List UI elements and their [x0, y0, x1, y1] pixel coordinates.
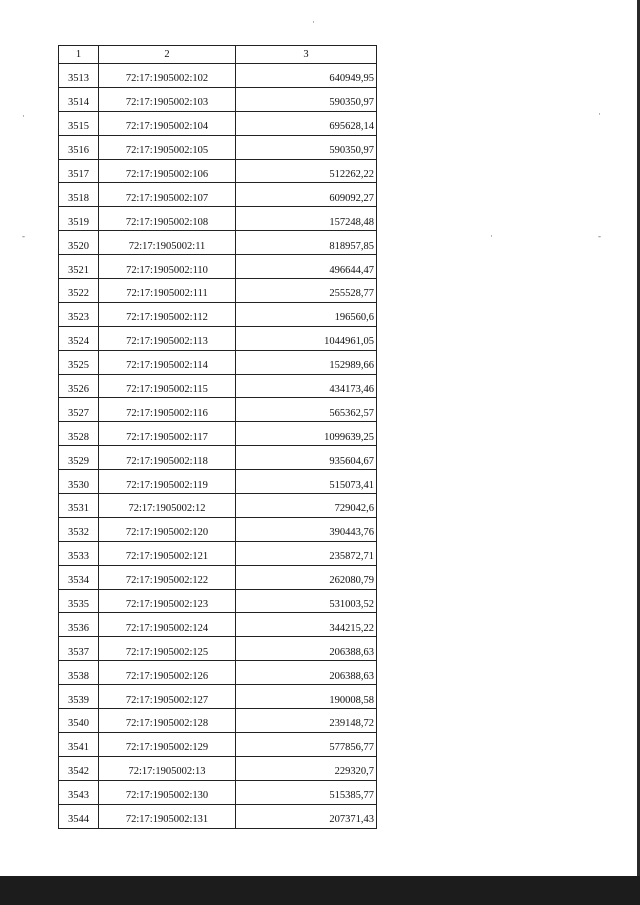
- cadastral-number: 72:17:1905002:110: [99, 255, 236, 279]
- row-number: 3533: [59, 541, 99, 565]
- cadastral-value: 190008,58: [236, 685, 377, 709]
- table-row: [59, 446, 377, 470]
- row-number: 3518: [59, 183, 99, 207]
- cadastral-number: 72:17:1905002:106: [99, 159, 236, 183]
- table-row: [59, 685, 377, 709]
- cadastral-value: 1099639,25: [236, 422, 377, 446]
- table-row: [59, 207, 377, 231]
- table-body: [59, 64, 377, 829]
- cadastral-number: 72:17:1905002:13: [99, 756, 236, 780]
- cadastral-number: 72:17:1905002:11: [99, 231, 236, 255]
- scan-speck: -: [22, 231, 25, 241]
- row-number: 3522: [59, 279, 99, 303]
- cadastral-value: 390443,76: [236, 517, 377, 541]
- table-row: [59, 709, 377, 733]
- cadastral-number: 72:17:1905002:113: [99, 326, 236, 350]
- row-number: 3513: [59, 64, 99, 88]
- cadastral-number: 72:17:1905002:12: [99, 494, 236, 518]
- row-number: 3537: [59, 637, 99, 661]
- row-number: 3541: [59, 732, 99, 756]
- scan-speck: ·: [490, 231, 493, 241]
- cadastral-value: 262080,79: [236, 565, 377, 589]
- row-number: 3539: [59, 685, 99, 709]
- row-number: 3524: [59, 326, 99, 350]
- table-row: [59, 565, 377, 589]
- column-header: 2: [99, 46, 236, 64]
- cadastral-value: 565362,57: [236, 398, 377, 422]
- row-number: 3532: [59, 517, 99, 541]
- cadastral-value: 235872,71: [236, 541, 377, 565]
- table-row: [59, 135, 377, 159]
- table-row: [59, 64, 377, 88]
- row-number: 3543: [59, 780, 99, 804]
- row-number: 3520: [59, 231, 99, 255]
- row-number: 3528: [59, 422, 99, 446]
- table-row: [59, 517, 377, 541]
- cadastral-value: 640949,95: [236, 64, 377, 88]
- row-number: 3531: [59, 494, 99, 518]
- cadastral-number: 72:17:1905002:114: [99, 350, 236, 374]
- row-number: 3521: [59, 255, 99, 279]
- row-number: 3535: [59, 589, 99, 613]
- column-header: 1: [59, 46, 99, 64]
- cadastral-number: 72:17:1905002:123: [99, 589, 236, 613]
- table-row: [59, 159, 377, 183]
- row-number: 3536: [59, 613, 99, 637]
- table-row: [59, 374, 377, 398]
- table-row: [59, 422, 377, 446]
- cadastral-value: 515073,41: [236, 470, 377, 494]
- table-row: [59, 350, 377, 374]
- row-number: 3544: [59, 804, 99, 828]
- cadastral-number: 72:17:1905002:102: [99, 64, 236, 88]
- row-number: 3538: [59, 661, 99, 685]
- table-row: [59, 111, 377, 135]
- cadastral-number: 72:17:1905002:117: [99, 422, 236, 446]
- cadastral-value-table: [58, 45, 377, 829]
- cadastral-value: 207371,43: [236, 804, 377, 828]
- scan-edge-bottom: [0, 876, 640, 905]
- table-row: [59, 87, 377, 111]
- scan-speck: -: [598, 231, 601, 241]
- table-row: [59, 589, 377, 613]
- cadastral-value: 206388,63: [236, 637, 377, 661]
- table-row: [59, 279, 377, 303]
- cadastral-value: 512262,22: [236, 159, 377, 183]
- row-number: 3525: [59, 350, 99, 374]
- cadastral-number: 72:17:1905002:129: [99, 732, 236, 756]
- cadastral-number: 72:17:1905002:126: [99, 661, 236, 685]
- table-row: [59, 398, 377, 422]
- cadastral-number: 72:17:1905002:111: [99, 279, 236, 303]
- cadastral-value: 590350,97: [236, 135, 377, 159]
- table-row: [59, 470, 377, 494]
- table-header-row: [59, 46, 377, 64]
- cadastral-number: 72:17:1905002:119: [99, 470, 236, 494]
- row-number: 3534: [59, 565, 99, 589]
- cadastral-number: 72:17:1905002:112: [99, 302, 236, 326]
- cadastral-value: 695628,14: [236, 111, 377, 135]
- cadastral-value: 344215,22: [236, 613, 377, 637]
- cadastral-value: 609092,27: [236, 183, 377, 207]
- row-number: 3519: [59, 207, 99, 231]
- cadastral-value: 434173,46: [236, 374, 377, 398]
- scan-speck: ·: [598, 109, 601, 119]
- cadastral-number: 72:17:1905002:122: [99, 565, 236, 589]
- table-row: [59, 780, 377, 804]
- cadastral-value: 818957,85: [236, 231, 377, 255]
- cadastral-number: 72:17:1905002:118: [99, 446, 236, 470]
- row-number: 3517: [59, 159, 99, 183]
- row-number: 3526: [59, 374, 99, 398]
- row-number: 3530: [59, 470, 99, 494]
- cadastral-value: 152989,66: [236, 350, 377, 374]
- cadastral-value: 935604,67: [236, 446, 377, 470]
- row-number: 3527: [59, 398, 99, 422]
- scan-speck: ·: [312, 17, 315, 27]
- cadastral-number: 72:17:1905002:116: [99, 398, 236, 422]
- cadastral-value: 229320,7: [236, 756, 377, 780]
- table-row: [59, 637, 377, 661]
- table-row: [59, 661, 377, 685]
- cadastral-value: 729042,6: [236, 494, 377, 518]
- cadastral-number: 72:17:1905002:125: [99, 637, 236, 661]
- cadastral-value: 206388,63: [236, 661, 377, 685]
- cadastral-number: 72:17:1905002:115: [99, 374, 236, 398]
- table-row: [59, 183, 377, 207]
- cadastral-value: 255528,77: [236, 279, 377, 303]
- cadastral-value: 515385,77: [236, 780, 377, 804]
- cadastral-value: 496644,47: [236, 255, 377, 279]
- cadastral-value: 531003,52: [236, 589, 377, 613]
- table-row: [59, 804, 377, 828]
- row-number: 3515: [59, 111, 99, 135]
- cadastral-value: 196560,6: [236, 302, 377, 326]
- cadastral-number: 72:17:1905002:127: [99, 685, 236, 709]
- scan-speck: ·: [22, 111, 25, 121]
- cadastral-value: 1044961,05: [236, 326, 377, 350]
- cadastral-number: 72:17:1905002:120: [99, 517, 236, 541]
- cadastral-number: 72:17:1905002:124: [99, 613, 236, 637]
- row-number: 3516: [59, 135, 99, 159]
- cadastral-number: 72:17:1905002:130: [99, 780, 236, 804]
- row-number: 3514: [59, 87, 99, 111]
- row-number: 3542: [59, 756, 99, 780]
- cadastral-number: 72:17:1905002:128: [99, 709, 236, 733]
- table-row: [59, 326, 377, 350]
- row-number: 3529: [59, 446, 99, 470]
- row-number: 3523: [59, 302, 99, 326]
- cadastral-number: 72:17:1905002:108: [99, 207, 236, 231]
- cadastral-value: 590350,97: [236, 87, 377, 111]
- table-row: [59, 541, 377, 565]
- cadastral-number: 72:17:1905002:104: [99, 111, 236, 135]
- cadastral-value: 239148,72: [236, 709, 377, 733]
- table-row: [59, 255, 377, 279]
- table-row: [59, 494, 377, 518]
- row-number: 3540: [59, 709, 99, 733]
- cadastral-number: 72:17:1905002:121: [99, 541, 236, 565]
- table-row: [59, 613, 377, 637]
- cadastral-number: 72:17:1905002:131: [99, 804, 236, 828]
- cadastral-number: 72:17:1905002:107: [99, 183, 236, 207]
- cadastral-value: 157248,48: [236, 207, 377, 231]
- table-row: [59, 756, 377, 780]
- table-row: [59, 732, 377, 756]
- cadastral-value: 577856,77: [236, 732, 377, 756]
- table-row: [59, 302, 377, 326]
- cadastral-number: 72:17:1905002:105: [99, 135, 236, 159]
- table-row: [59, 231, 377, 255]
- cadastral-number: 72:17:1905002:103: [99, 87, 236, 111]
- column-header: 3: [236, 46, 377, 64]
